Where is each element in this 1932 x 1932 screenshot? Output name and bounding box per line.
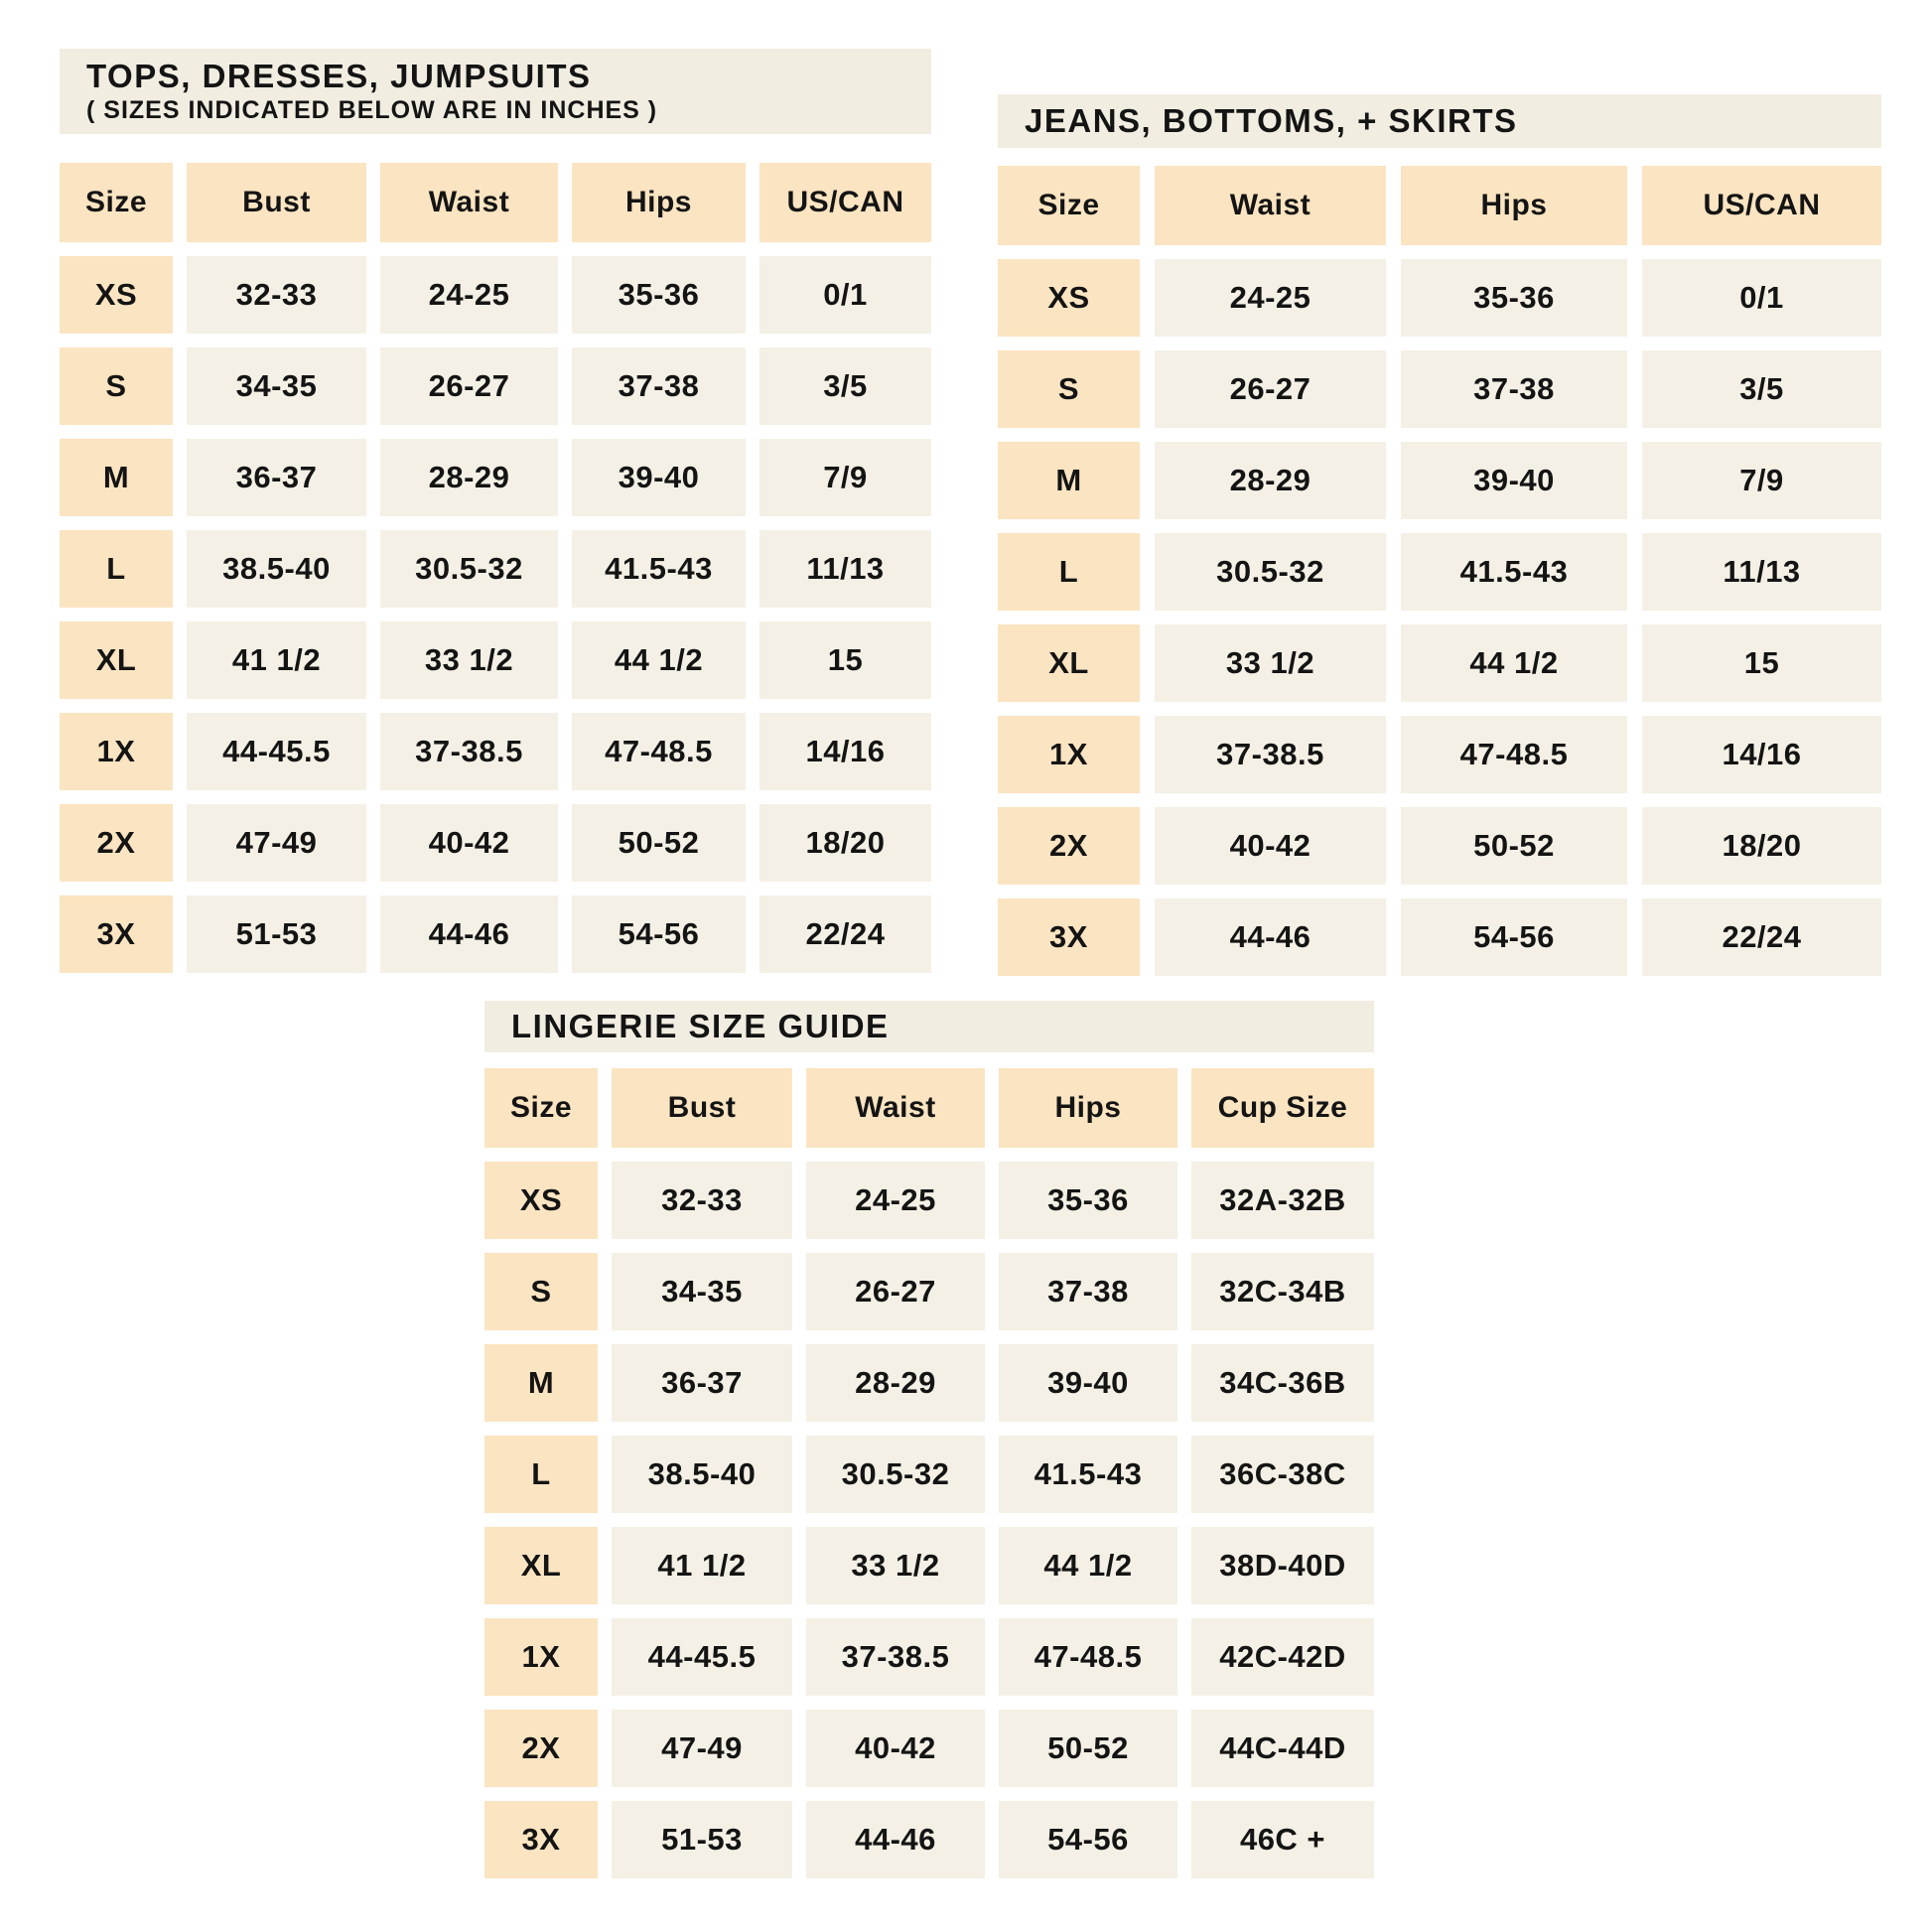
measurement-cell: 24-25 xyxy=(806,1162,985,1239)
measurement-cell: 24-25 xyxy=(1155,259,1386,337)
measurement-cell: 14/16 xyxy=(1642,716,1881,793)
measurement-cell: 35-36 xyxy=(1401,259,1627,337)
measurement-cell: 47-48.5 xyxy=(999,1618,1177,1696)
measurement-cell: 7/9 xyxy=(1642,442,1881,519)
measurement-cell: 34-35 xyxy=(187,347,366,425)
jeans-table-title: JEANS, BOTTOMS, + SKIRTS xyxy=(1025,102,1518,140)
column-header-cell: Size xyxy=(998,166,1140,245)
measurement-cell: 41.5-43 xyxy=(1401,533,1627,611)
column-header-cell: Waist xyxy=(380,163,558,242)
measurement-cell: 38.5-40 xyxy=(187,530,366,608)
measurement-cell: 32-33 xyxy=(612,1162,792,1239)
size-cell: XL xyxy=(484,1527,598,1604)
measurement-cell: 33 1/2 xyxy=(380,621,558,699)
column-header-cell: Size xyxy=(60,163,173,242)
jeans-table-grid xyxy=(998,166,1881,976)
measurement-cell: 26-27 xyxy=(806,1253,985,1330)
measurement-cell: 50-52 xyxy=(999,1710,1177,1787)
size-cell: XL xyxy=(998,624,1140,702)
measurement-cell: 30.5-32 xyxy=(806,1436,985,1513)
measurement-cell: 44-45.5 xyxy=(612,1618,792,1696)
measurement-cell: 35-36 xyxy=(572,256,746,334)
measurement-cell: 44-46 xyxy=(1155,898,1386,976)
measurement-cell: 44 1/2 xyxy=(999,1527,1177,1604)
size-cell: 2X xyxy=(998,807,1140,885)
column-header-cell: Size xyxy=(484,1068,598,1148)
tops-table-subtitle: ( SIZES INDICATED BELOW ARE IN INCHES ) xyxy=(86,95,658,124)
column-header-cell: Bust xyxy=(612,1068,792,1148)
measurement-cell: 39-40 xyxy=(572,439,746,516)
measurement-cell: 41.5-43 xyxy=(999,1436,1177,1513)
measurement-cell: 41 1/2 xyxy=(187,621,366,699)
measurement-cell: 32A-32B xyxy=(1191,1162,1374,1239)
measurement-cell: 47-49 xyxy=(612,1710,792,1787)
measurement-cell: 15 xyxy=(759,621,931,699)
size-cell: 1X xyxy=(484,1618,598,1696)
measurement-cell: 51-53 xyxy=(187,896,366,973)
measurement-cell: 36-37 xyxy=(187,439,366,516)
measurement-cell: 33 1/2 xyxy=(806,1527,985,1604)
size-cell: M xyxy=(998,442,1140,519)
size-cell: M xyxy=(484,1344,598,1422)
measurement-cell: 51-53 xyxy=(612,1801,792,1878)
measurement-cell: 3/5 xyxy=(1642,350,1881,428)
measurement-cell: 54-56 xyxy=(999,1801,1177,1878)
column-header-cell: Waist xyxy=(1155,166,1386,245)
size-cell: L xyxy=(484,1436,598,1513)
measurement-cell: 46C + xyxy=(1191,1801,1374,1878)
measurement-cell: 15 xyxy=(1642,624,1881,702)
lingerie-table-title: LINGERIE SIZE GUIDE xyxy=(511,1008,890,1045)
measurement-cell: 47-49 xyxy=(187,804,366,882)
size-cell: XL xyxy=(60,621,173,699)
size-cell: L xyxy=(998,533,1140,611)
measurement-cell: 28-29 xyxy=(380,439,558,516)
measurement-cell: 26-27 xyxy=(1155,350,1386,428)
measurement-cell: 7/9 xyxy=(759,439,931,516)
size-cell: M xyxy=(60,439,173,516)
column-header-cell: Waist xyxy=(806,1068,985,1148)
size-cell: 3X xyxy=(998,898,1140,976)
measurement-cell: 40-42 xyxy=(380,804,558,882)
measurement-cell: 54-56 xyxy=(572,896,746,973)
size-cell: XS xyxy=(998,259,1140,337)
size-cell: S xyxy=(484,1253,598,1330)
measurement-cell: 24-25 xyxy=(380,256,558,334)
size-cell: 1X xyxy=(60,713,173,790)
measurement-cell: 35-36 xyxy=(999,1162,1177,1239)
size-cell: S xyxy=(998,350,1140,428)
jeans-title-band xyxy=(998,94,1881,148)
size-cell: L xyxy=(60,530,173,608)
measurement-cell: 32C-34B xyxy=(1191,1253,1374,1330)
measurement-cell: 39-40 xyxy=(1401,442,1627,519)
measurement-cell: 39-40 xyxy=(999,1344,1177,1422)
size-cell: 1X xyxy=(998,716,1140,793)
measurement-cell: 47-48.5 xyxy=(572,713,746,790)
measurement-cell: 47-48.5 xyxy=(1401,716,1627,793)
tops-title-band xyxy=(60,49,931,134)
measurement-cell: 0/1 xyxy=(759,256,931,334)
measurement-cell: 0/1 xyxy=(1642,259,1881,337)
measurement-cell: 32-33 xyxy=(187,256,366,334)
measurement-cell: 44-46 xyxy=(806,1801,985,1878)
measurement-cell: 37-38 xyxy=(1401,350,1627,428)
size-cell: 2X xyxy=(60,804,173,882)
measurement-cell: 22/24 xyxy=(1642,898,1881,976)
measurement-cell: 33 1/2 xyxy=(1155,624,1386,702)
measurement-cell: 54-56 xyxy=(1401,898,1627,976)
measurement-cell: 38D-40D xyxy=(1191,1527,1374,1604)
measurement-cell: 37-38 xyxy=(999,1253,1177,1330)
measurement-cell: 26-27 xyxy=(380,347,558,425)
measurement-cell: 42C-42D xyxy=(1191,1618,1374,1696)
column-header-cell: Hips xyxy=(999,1068,1177,1148)
size-cell: 3X xyxy=(484,1801,598,1878)
column-header-cell: Bust xyxy=(187,163,366,242)
measurement-cell: 14/16 xyxy=(759,713,931,790)
measurement-cell: 44 1/2 xyxy=(572,621,746,699)
measurement-cell: 40-42 xyxy=(806,1710,985,1787)
tops-table-title: TOPS, DRESSES, JUMPSUITS xyxy=(86,58,592,95)
size-cell: 3X xyxy=(60,896,173,973)
measurement-cell: 50-52 xyxy=(572,804,746,882)
measurement-cell: 44C-44D xyxy=(1191,1710,1374,1787)
measurement-cell: 3/5 xyxy=(759,347,931,425)
size-cell: XS xyxy=(484,1162,598,1239)
size-cell: XS xyxy=(60,256,173,334)
column-header-cell: US/CAN xyxy=(759,163,931,242)
measurement-cell: 34-35 xyxy=(612,1253,792,1330)
measurement-cell: 38.5-40 xyxy=(612,1436,792,1513)
measurement-cell: 36-37 xyxy=(612,1344,792,1422)
tops-table-grid xyxy=(60,163,931,973)
measurement-cell: 50-52 xyxy=(1401,807,1627,885)
column-header-cell: Hips xyxy=(1401,166,1627,245)
measurement-cell: 44-46 xyxy=(380,896,558,973)
size-cell: 2X xyxy=(484,1710,598,1787)
jeans-bottoms-skirts-table xyxy=(998,94,1881,976)
measurement-cell: 41.5-43 xyxy=(572,530,746,608)
measurement-cell: 34C-36B xyxy=(1191,1344,1374,1422)
measurement-cell: 37-38.5 xyxy=(380,713,558,790)
measurement-cell: 37-38.5 xyxy=(806,1618,985,1696)
measurement-cell: 11/13 xyxy=(759,530,931,608)
column-header-cell: Hips xyxy=(572,163,746,242)
measurement-cell: 30.5-32 xyxy=(1155,533,1386,611)
measurement-cell: 28-29 xyxy=(806,1344,985,1422)
lingerie-size-guide-table xyxy=(484,1001,1374,1878)
measurement-cell: 28-29 xyxy=(1155,442,1386,519)
measurement-cell: 37-38 xyxy=(572,347,746,425)
column-header-cell: US/CAN xyxy=(1642,166,1881,245)
tops-dresses-jumpsuits-table xyxy=(60,49,931,973)
size-cell: S xyxy=(60,347,173,425)
measurement-cell: 18/20 xyxy=(1642,807,1881,885)
measurement-cell: 36C-38C xyxy=(1191,1436,1374,1513)
measurement-cell: 44 1/2 xyxy=(1401,624,1627,702)
measurement-cell: 18/20 xyxy=(759,804,931,882)
measurement-cell: 41 1/2 xyxy=(612,1527,792,1604)
lingerie-table-grid xyxy=(484,1068,1374,1878)
column-header-cell: Cup Size xyxy=(1191,1068,1374,1148)
measurement-cell: 37-38.5 xyxy=(1155,716,1386,793)
measurement-cell: 44-45.5 xyxy=(187,713,366,790)
measurement-cell: 40-42 xyxy=(1155,807,1386,885)
measurement-cell: 30.5-32 xyxy=(380,530,558,608)
lingerie-title-band xyxy=(484,1001,1374,1052)
measurement-cell: 22/24 xyxy=(759,896,931,973)
measurement-cell: 11/13 xyxy=(1642,533,1881,611)
